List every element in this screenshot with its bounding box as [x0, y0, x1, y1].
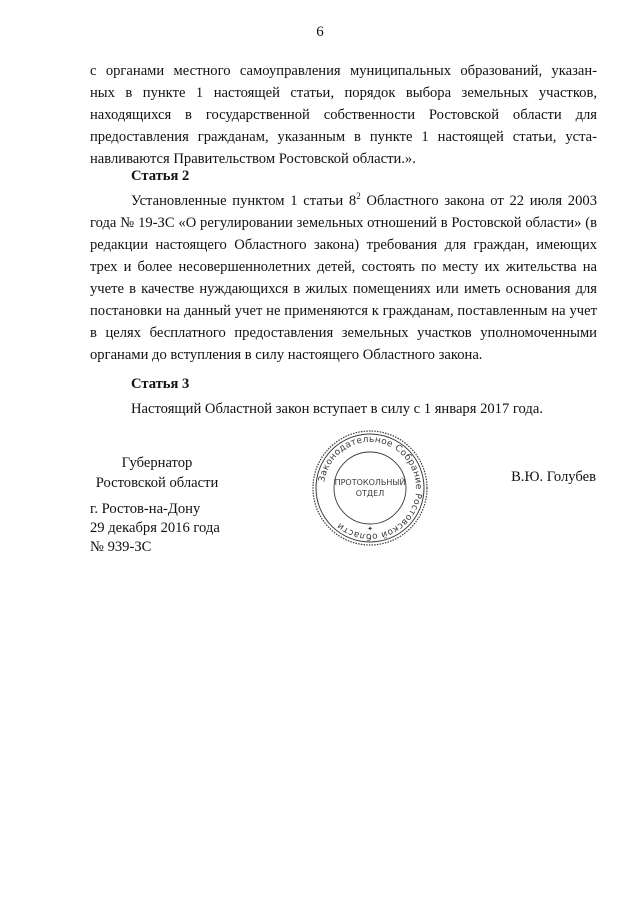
paragraph-line: находящихся в государственной собственности Ростовской области для [90, 107, 597, 123]
article-3-heading: Статья 3 [131, 376, 190, 392]
article-2-heading: Статья 2 [131, 168, 190, 184]
article-3-paragraph: Настоящий Областной закон вступает в силу с 1 января 2017 года. [131, 401, 543, 417]
stamp-seal-icon [310, 428, 430, 548]
law-number: № 939-ЗС [90, 539, 152, 555]
article-2-text-start: Установленные пунктом 1 статьи 8 [131, 193, 357, 209]
page-number: 6 [316, 24, 324, 40]
paragraph-line: ных в пункте 1 настоящей статьи, порядок выбора земельных участков, [90, 85, 597, 101]
continuation-paragraph [90, 60, 597, 170]
city: г. Ростов-на-Дону [90, 501, 201, 517]
article-2-superscript: 2 [356, 191, 361, 201]
article-2-paragraph [90, 190, 597, 366]
paragraph-line: с органами местного самоуправления муниципальных образований, указан- [90, 63, 597, 79]
paragraph-line: навливаются Правительством Ростовской области.». [90, 151, 416, 167]
date: 29 декабря 2016 года [90, 520, 220, 536]
signatory-title: Губернатор Ростовской области [95, 455, 219, 491]
svg-text:ПРОТОКОЛЬНЫЙ: ПРОТОКОЛЬНЫЙ [334, 478, 406, 487]
official-stamp [310, 428, 430, 548]
svg-text:ОТДЕЛ: ОТДЕЛ [355, 489, 385, 498]
signatory-name: В.Ю. Голубев [511, 469, 596, 485]
svg-text:✦: ✦ [367, 525, 373, 533]
place-date-number [90, 500, 220, 557]
article-2-text-rest: Областного закона от 22 июля 2003 года № 19-ЗС «О регулировании земельных отношений в Ростовской области» (в редакции настоящего Областного закона) требования для граждан, имеющих трех и более несовершеннолетних детей, состоять по месту их жительства на учете в качестве нуждающихся в жилых помещениях или иметь основания для постановки на данный учет не применяются к гражданам, поставленным на учет в целях бесплатного предоставления земельных участков уполномоченными органами до вступления в силу настоящего Областного закона. [90, 193, 597, 363]
svg-text:Законодательное Собрание Росто: Законодательное Собрание Ростовской области [317, 434, 424, 542]
paragraph-line: предоставления гражданам, указанным в пункте 1 настоящей статьи, уста- [90, 129, 597, 145]
